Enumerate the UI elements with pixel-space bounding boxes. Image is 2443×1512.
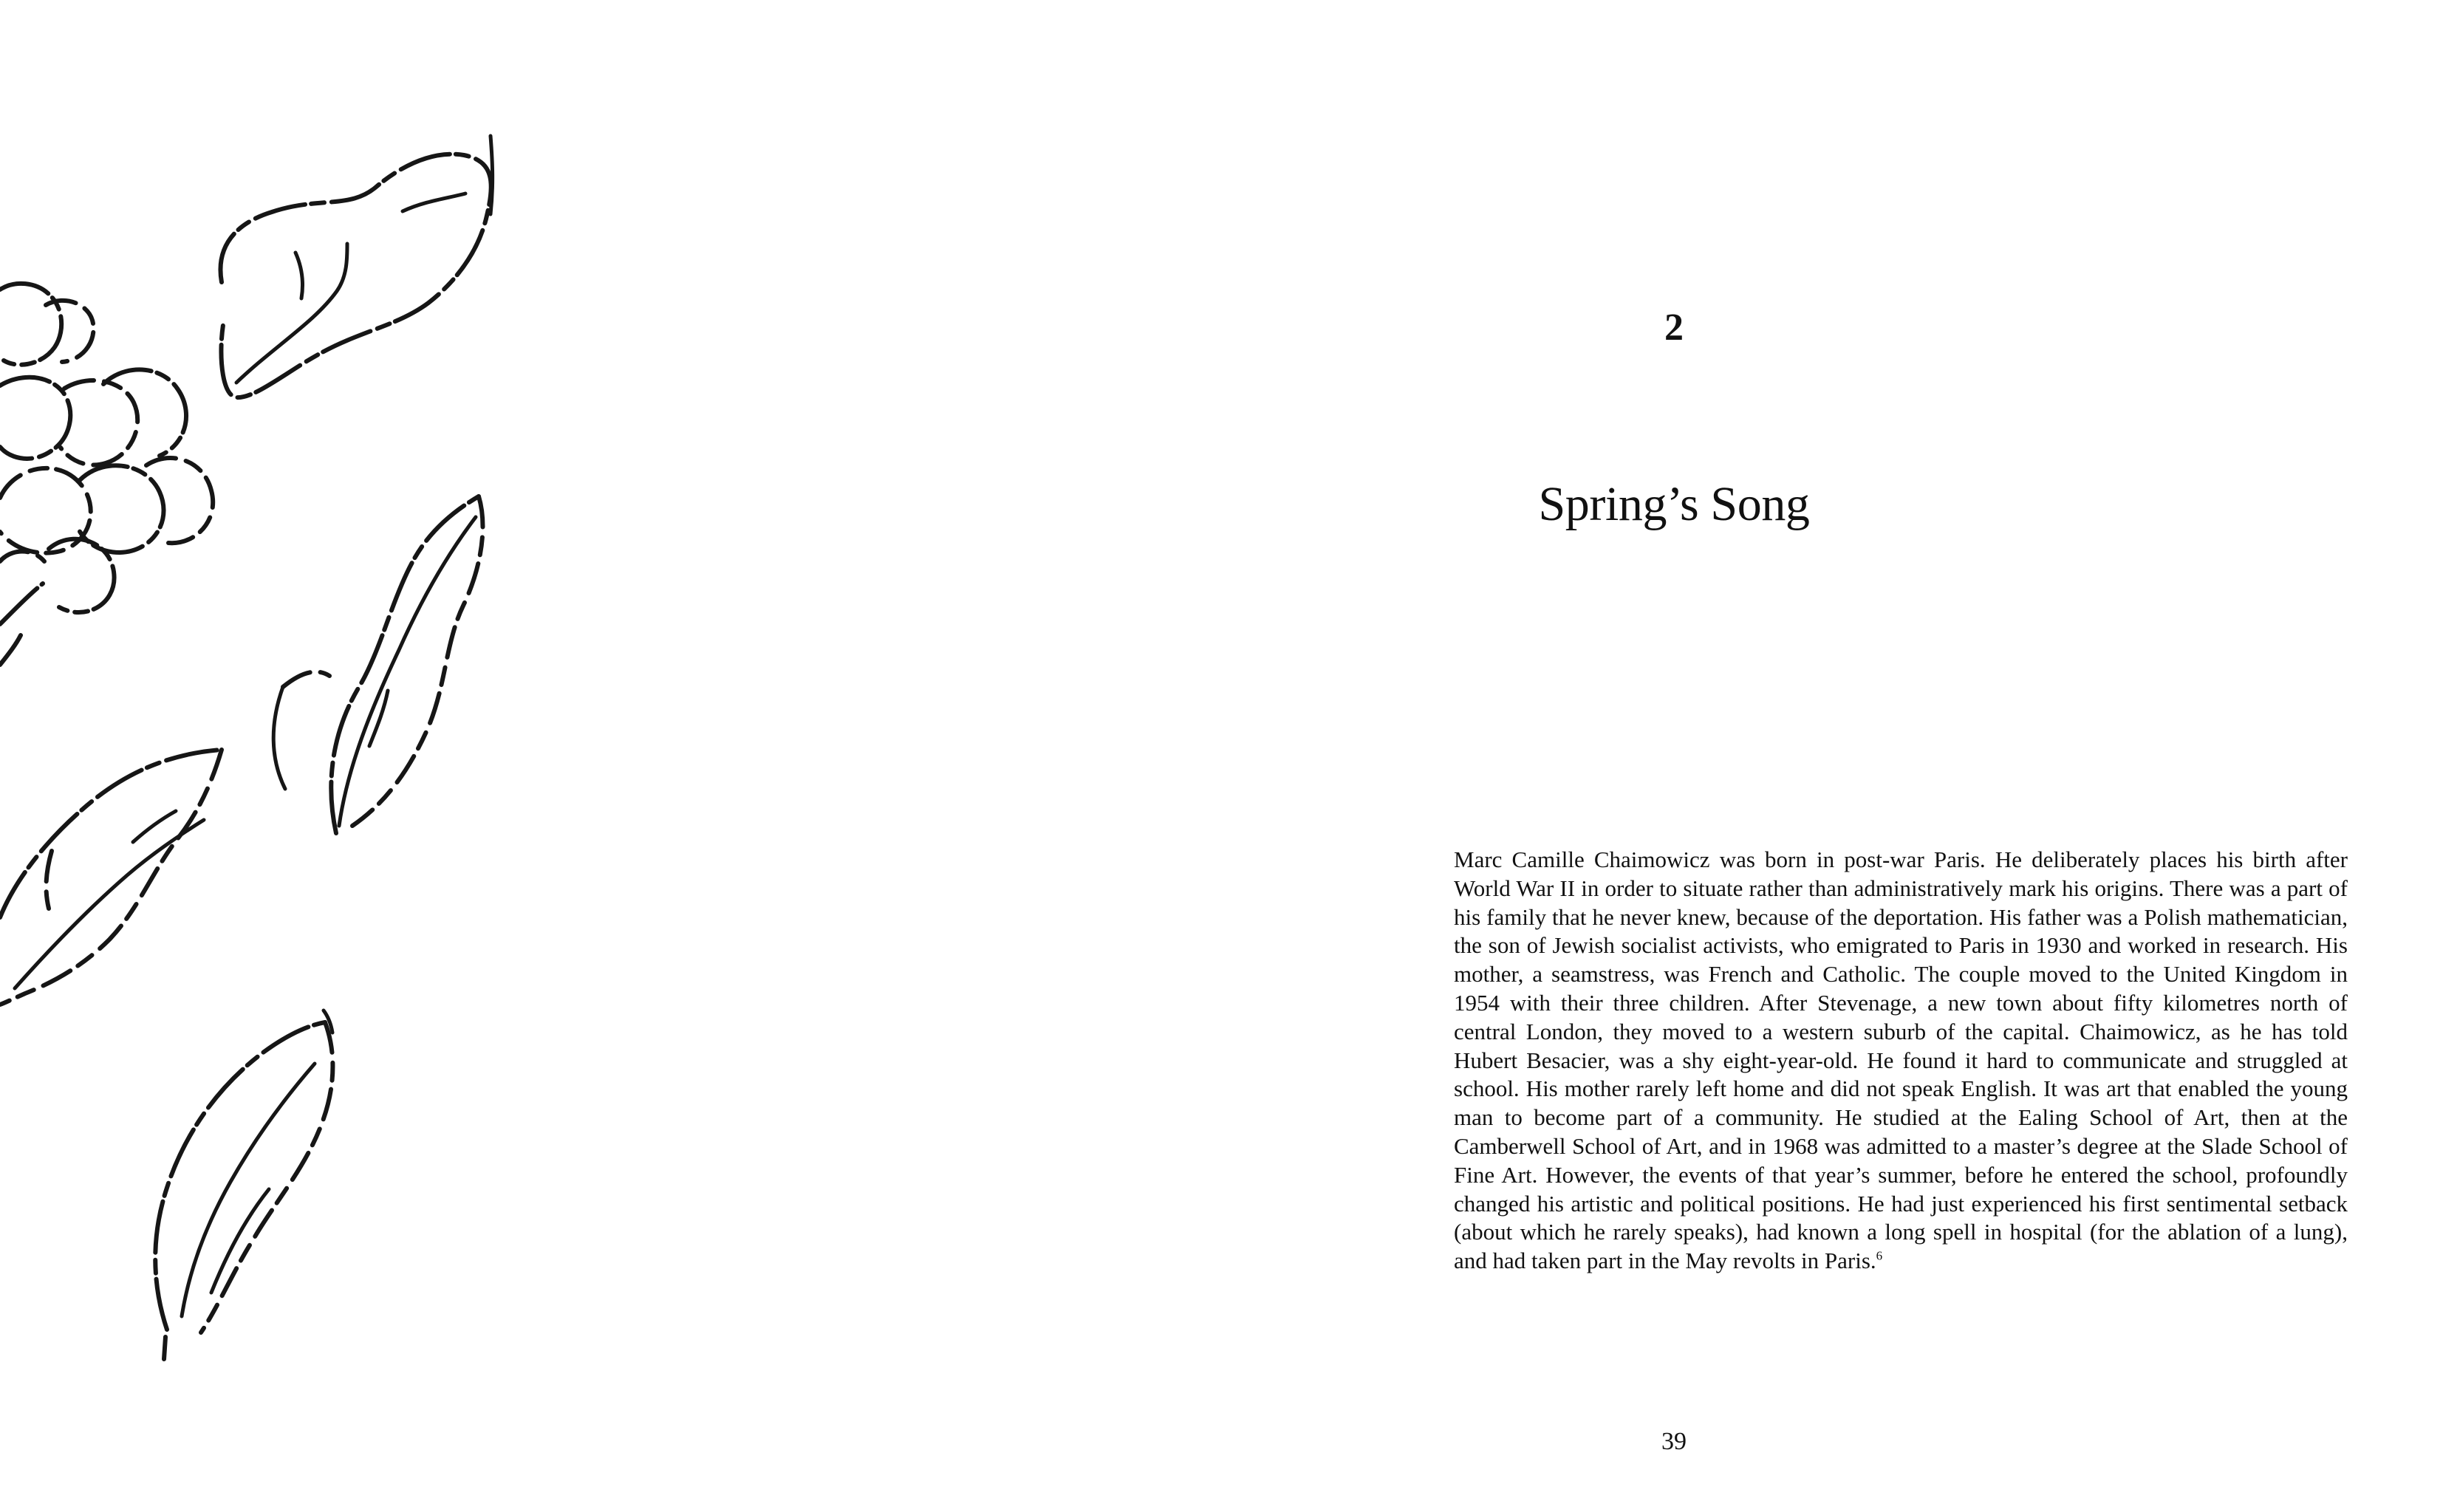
- footnote-marker[interactable]: 6: [1876, 1248, 1883, 1263]
- berry-leaf-illustration: [0, 0, 532, 1403]
- leaf-lower-left: [0, 750, 222, 1005]
- body-paragraph-text: Marc Camille Chaimowicz was born in post-war Paris. He deliberately places his birth after World War II in order to situate rather than administratively mark his origins. There was a part of his family that he never knew, because of the deportation. His father was a Polish mathematician, the son of Jewish socialist activists, who emigrated to Paris in 1930 and worked in research. His mother, a seamstress, was French and Catholic. The couple moved to the United Kingdom in 1954 with their three children. After Stevenage, a new town about fifty kilometres north of central London, they moved to a western suburb of the capital. Chaimowicz, as he has told Hubert Besacier, was a shy eight-year-old. He found it hard to communicate and struggled at school. His mother rarely left home and did not speak English. It was art that enabled the young man to become part of a community. He studied at the Ealing School of Art, then at the Camberwell School of Art, and in 1968 was admitted to a master’s degree at the Slade School of Fine Art. However, the events of that year’s summer, before he entered the school, profoundly changed his artistic and political positions. He had just experienced his first sentimental setback (about which he rarely speaks), had known a long spell in hospital (for the ablation of a lung), and had taken part in the May revolts in Paris.: [1454, 846, 2348, 1274]
- leaf-bottom: [155, 1010, 332, 1359]
- berry-cluster: [0, 284, 213, 665]
- chapter-title: Spring’s Song: [1538, 477, 1810, 532]
- left-page: [0, 0, 1219, 1512]
- leaf-middle: [273, 496, 482, 833]
- leaf-top: [220, 136, 492, 397]
- chapter-number: 2: [1664, 307, 1684, 349]
- page-number: 39: [1661, 1428, 1687, 1455]
- right-page: [1219, 0, 2443, 1512]
- body-paragraph: [1454, 846, 2348, 1276]
